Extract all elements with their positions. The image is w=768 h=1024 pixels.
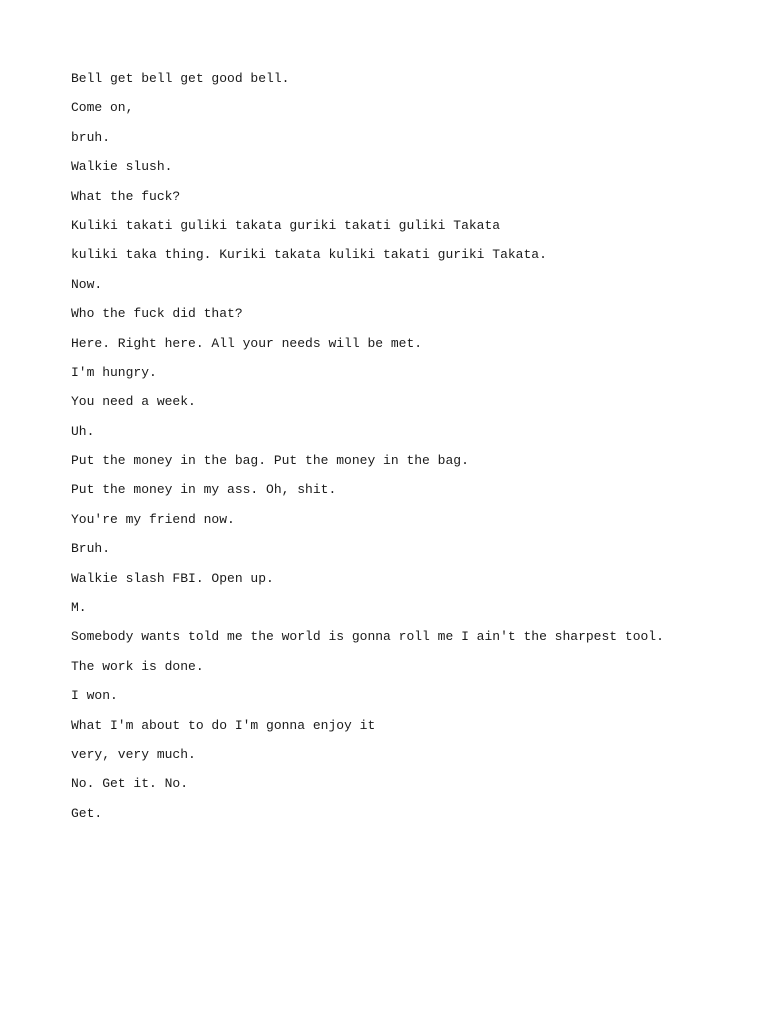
transcript-line: Bell get bell get good bell. [71,71,290,86]
transcript-line: I won. [71,688,118,704]
transcript-line: What I'm about to do I'm gonna enjoy it [71,717,376,733]
transcript-line: Now. [71,276,103,292]
transcript-line: Somebody wants told me the world is gonna roll me I ain't the sharpest tool. [71,629,664,645]
transcript-line: M. [71,600,87,616]
transcript-line: Walkie slush. [71,159,173,175]
transcript-line: bruh. [71,129,111,145]
transcript-line: Put the money in the bag. Put the money in the bag. [71,453,469,469]
transcript-line: What the fuck? [71,188,181,204]
transcript-line: You need a week. [71,394,196,410]
transcript-line: I'm hungry. [71,364,157,380]
transcript-line: Who the fuck did that? [71,306,243,322]
transcript-line: You're my friend now. [71,511,235,527]
transcript-line: Uh. [71,423,95,439]
transcript-line: Put the money in my ass. Oh, shit. [71,482,337,498]
transcript-line: The work is done. [71,658,204,674]
transcript-line: Walkie slash FBI. Open up. [71,570,274,586]
transcript-line: very, very much. [71,746,196,762]
transcript-line: Kuliki takati guliki takata guriki takati guliki Takata [71,217,501,233]
transcript-body [71,71,731,835]
transcript-line: Bruh. [71,541,111,557]
transcript-line: Get. [71,805,103,821]
transcript-line: kuliki taka thing. Kuriki takata kuliki takati guriki Takata. [71,247,547,263]
transcript-line: Here. Right here. All your needs will be met. [71,335,423,351]
transcript-line: Come on, [71,100,134,116]
transcript-line: No. Get it. No. [71,776,189,792]
